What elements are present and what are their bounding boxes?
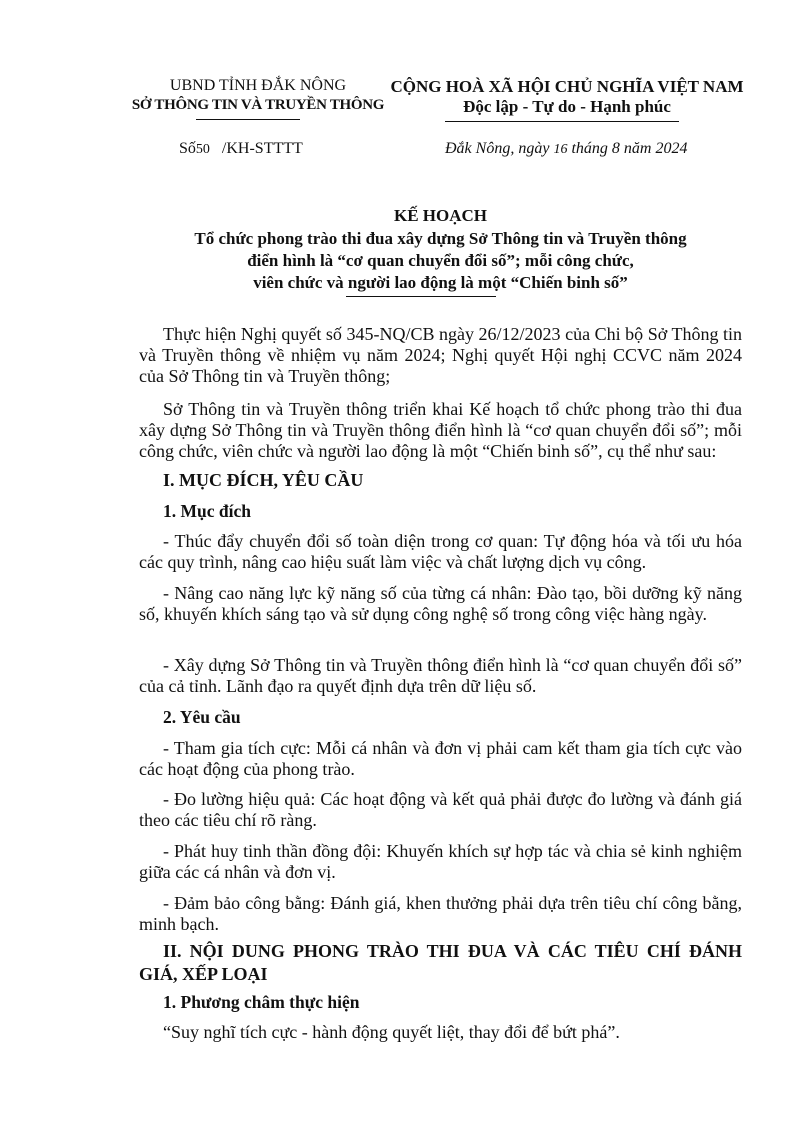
document-title: KẾ HOẠCH xyxy=(393,206,488,225)
title-line-2: điển hình là “cơ quan chuyển đổi số”; mỗi công chức, xyxy=(247,251,634,270)
title-line-3: viên chức và người lao động là một “Chiến binh số” xyxy=(253,273,628,292)
section-heading-2: II. NỘI DUNG PHONG TRÀO THI ĐUA VÀ CÁC TIÊU CHÍ ĐÁNH GIÁ, XẾP LOẠI xyxy=(139,941,742,984)
requirement-item-2: - Đo lường hiệu quả: Các hoạt động và kết quả phải được đo lường và đánh giá theo các tiêu chí rõ ràng. xyxy=(139,789,742,830)
intro-paragraph-2: Sở Thông tin và Truyền thông triển khai Kế hoạch tổ chức phong trào thi đua xây dựng Sở Thông tin và Truyền thông điển hình là “cơ quan chuyển đổi số”; mỗi công chức, viên chức và người lao động là một “Chiến binh số”, cụ thể như sau: xyxy=(139,399,742,461)
national-motto: Độc lập - Tự do - Hạnh phúc xyxy=(463,97,671,116)
agency-name: UBND TỈNH ĐẮK NÔNG xyxy=(169,77,347,94)
motto-underline xyxy=(445,121,679,122)
subsection-motto: 1. Phương châm thực hiện xyxy=(163,992,360,1012)
requirement-item-3: - Phát huy tinh thần đồng đội: Khuyến khích sự hợp tác và chia sẻ kinh nghiệm giữa các cá nhân và đơn vị. xyxy=(139,841,742,882)
purpose-item-1: - Thúc đẩy chuyển đổi số toàn diện trong cơ quan: Tự động hóa và tối ưu hóa các quy trình, nâng cao hiệu suất làm việc và chất lượng dịch vụ công. xyxy=(139,531,742,572)
motto-text: “Suy nghĩ tích cực - hành động quyết liệt, thay đổi để bứt phá”. xyxy=(163,1022,620,1042)
purpose-item-2: - Nâng cao năng lực kỹ năng số của từng cá nhân: Đào tạo, bồi dưỡng kỹ năng số, khuyến khích sáng tạo và sử dụng công nghệ số trong công việc hàng ngày. xyxy=(139,583,742,624)
document-date: Đắk Nông, ngày 16 tháng 8 năm 2024 xyxy=(445,140,688,157)
purpose-item-3: - Xây dựng Sở Thông tin và Truyền thông điển hình là “cơ quan chuyển đổi số” của cả tỉnh. Lãnh đạo ra quyết định dựa trên dữ liệu số. xyxy=(139,655,742,696)
title-underline xyxy=(346,296,496,297)
document-number: Số50 /KH-STTTT xyxy=(179,140,303,157)
subsection-requirements: 2. Yêu cầu xyxy=(163,707,241,727)
title-line-1: Tổ chức phong trào thi đua xây dựng Sở Thông tin và Truyền thông xyxy=(194,229,687,248)
national-title: CỘNG HOÀ XÃ HỘI CHỦ NGHĨA VIỆT NAM xyxy=(390,77,744,96)
section-heading-1: I. MỤC ĐÍCH, YÊU CẦU xyxy=(163,470,364,490)
subsection-purpose: 1. Mục đích xyxy=(163,501,251,521)
intro-paragraph-1: Thực hiện Nghị quyết số 345-NQ/CB ngày 26/12/2023 của Chi bộ Sở Thông tin và Truyền thông về nhiệm vụ năm 2024; Nghị quyết Hội nghị CCVC năm 2024 của Sở Thông tin và Truyền thông; xyxy=(139,324,742,386)
department-underline xyxy=(196,119,300,120)
requirement-item-1: - Tham gia tích cực: Mỗi cá nhân và đơn vị phải cam kết tham gia tích cực vào các hoạt động của phong trào. xyxy=(139,738,742,779)
requirement-item-4: - Đảm bảo công bằng: Đánh giá, khen thưởng phải dựa trên tiêu chí công bằng, minh bạch. xyxy=(139,893,742,934)
department-name: SỞ THÔNG TIN VÀ TRUYỀN THÔNG xyxy=(131,97,385,113)
